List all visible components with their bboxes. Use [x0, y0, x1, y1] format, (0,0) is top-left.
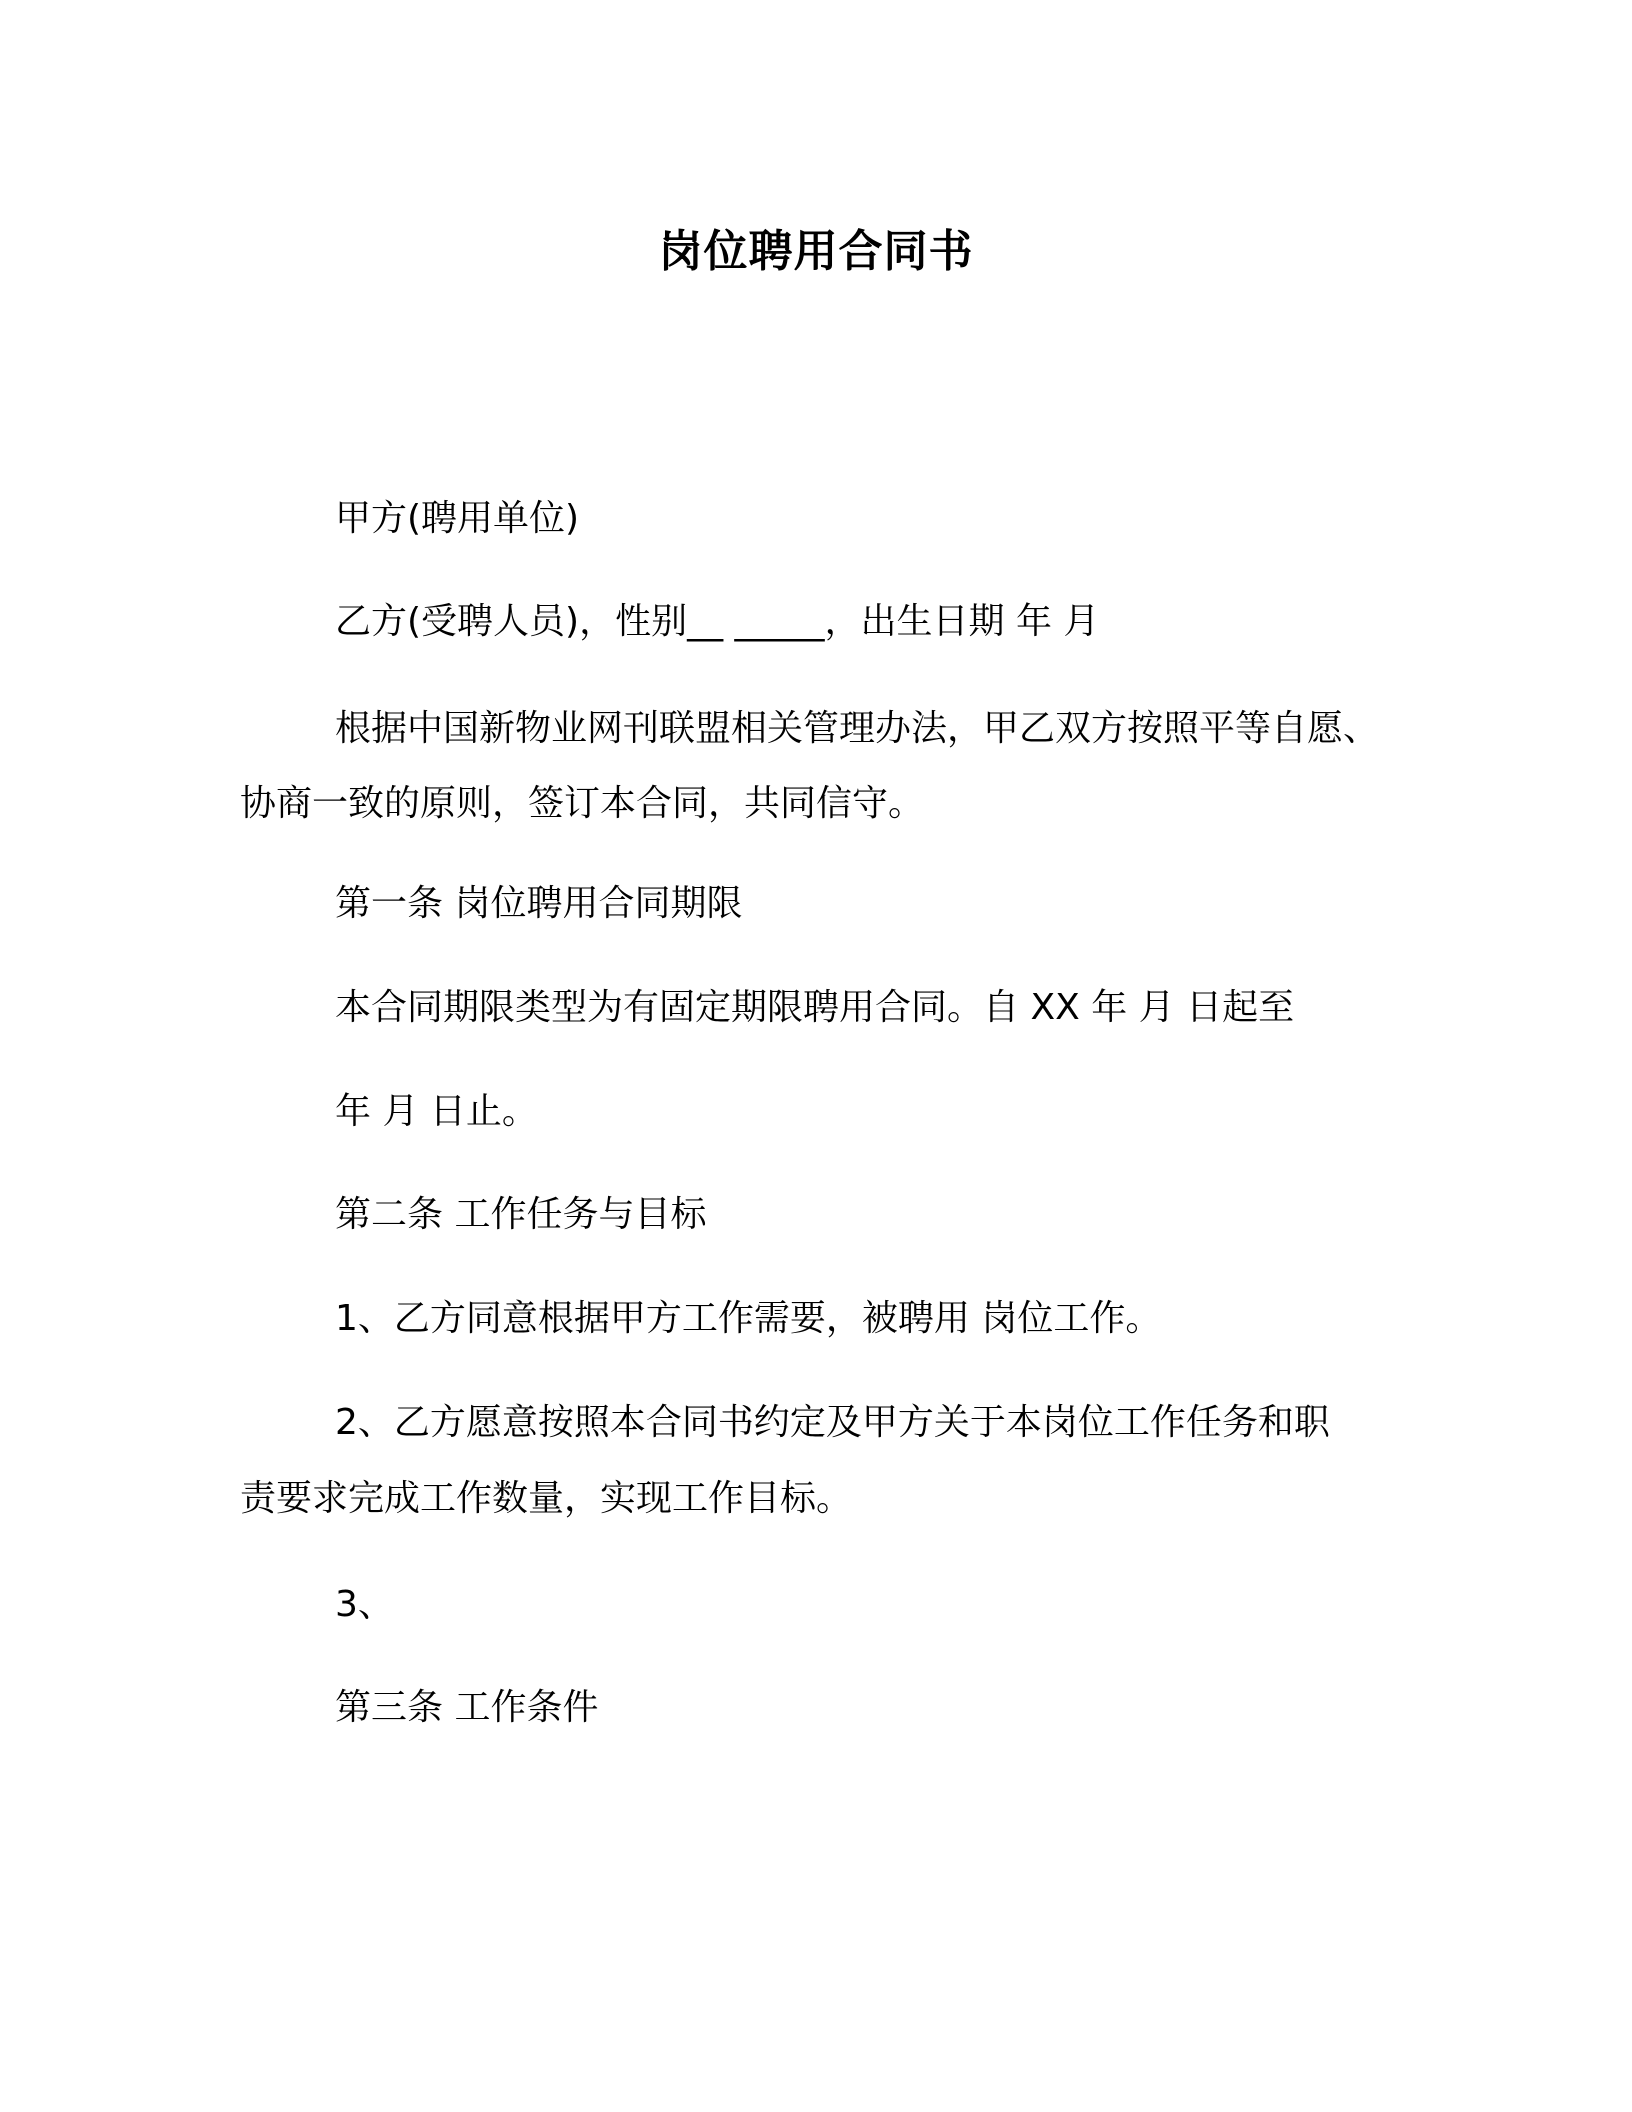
article-1-heading: 第一条 岗位聘用合同期限: [335, 883, 743, 924]
party-a-line: 甲方(聘用单位): [335, 498, 580, 539]
article-1-text-line-2: 年 月 日止。: [335, 1091, 538, 1132]
article-2-item-2-line-2: 责要求完成工作数量，实现工作目标。: [240, 1478, 853, 1519]
article-2-item-2-line-1: 2、乙方愿意按照本合同书约定及甲方关于本岗位工作任务和职: [335, 1402, 1330, 1443]
article-2-item-3: 3、: [335, 1584, 394, 1625]
preamble-line-2: 协商一致的原则，签订本合同，共同信守。: [240, 783, 925, 824]
party-b-line: 乙方(受聘人员)，性别__ _____，出生日期 年 月: [335, 601, 1100, 642]
article-3-heading: 第三条 工作条件: [335, 1687, 599, 1728]
article-1-text-line-1: 本合同期限类型为有固定期限聘用合同。自 XX 年 月 日起至: [335, 987, 1295, 1028]
preamble-line-1: 根据中国新物业网刊联盟相关管理办法，甲乙双方按照平等自愿、: [335, 708, 1380, 749]
article-2-heading: 第二条 工作任务与目标: [335, 1194, 707, 1235]
document-title: 岗位聘用合同书: [658, 226, 974, 277]
article-2-item-1: 1、乙方同意根据甲方工作需要，被聘用 岗位工作。: [335, 1298, 1162, 1339]
